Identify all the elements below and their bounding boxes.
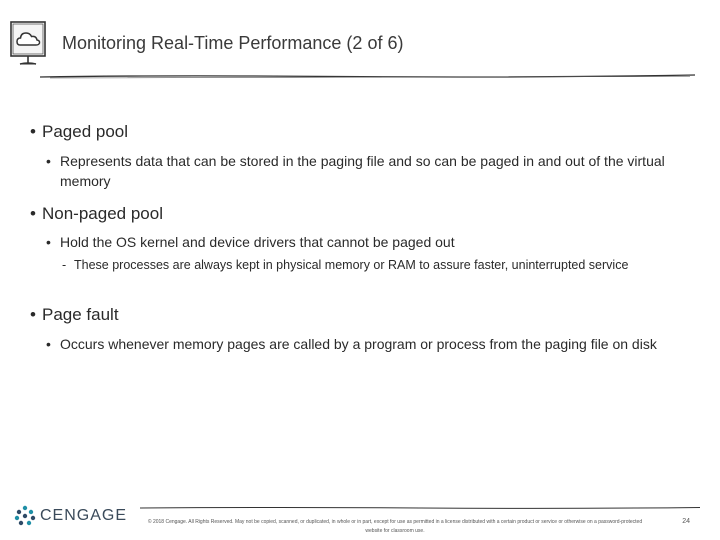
page-number: 24: [682, 518, 690, 525]
bullet-page-fault: [30, 305, 119, 325]
sub-bullet-text: Represents data that can be stored in the paging file and so can be paged in and out of the virtual memory: [60, 153, 665, 189]
bullet-label: Paged pool: [42, 122, 129, 141]
dash-bullet: -: [62, 258, 67, 272]
cengage-logo: [14, 504, 127, 528]
bullet-label: Non-paged pool: [42, 204, 163, 223]
copyright-notice: © 2018 Cengage. All Rights Reserved. May not be copied, scanned, or duplicated, in whole or in part, except for use as permitted in a license distributed with a certain product or service or otherwise on a password-protected website for classroom use.: [147, 519, 643, 534]
sub-bullet-dot: •: [46, 234, 51, 250]
bullet-non-paged-pool: [30, 204, 163, 224]
sub-bullet-page-fault: [46, 334, 686, 354]
bullet-dot: •: [30, 122, 36, 141]
sub-bullet-dot: •: [46, 153, 51, 169]
slide-title: Monitoring Real-Time Performance (2 of 6): [62, 33, 404, 53]
bullet-label: Page fault: [42, 305, 119, 324]
sub-bullet-non-paged-pool: [46, 232, 686, 252]
sub-bullet-dot: •: [46, 336, 51, 352]
sub-sub-bullet-non-paged-pool: [62, 256, 682, 275]
cengage-logo-icon: [14, 505, 36, 527]
bullet-paged-pool: [30, 122, 128, 142]
title-underline: [40, 72, 695, 82]
sub-bullet-text: Hold the OS kernel and device drivers that cannot be paged out: [60, 234, 455, 250]
sub-sub-bullet-text: These processes are always kept in physical memory or RAM to assure faster, uninterrupted service: [74, 258, 629, 272]
monitor-cloud-icon: [8, 16, 48, 72]
sub-bullet-text: Occurs whenever memory pages are called by a program or process from the paging file on disk: [60, 336, 657, 352]
bullet-dot: •: [30, 204, 36, 223]
footer-rule: [140, 504, 700, 512]
cengage-brand-text: CENGAGE: [40, 507, 128, 524]
sub-bullet-paged-pool: [46, 151, 686, 191]
bullet-dot: •: [30, 305, 36, 324]
